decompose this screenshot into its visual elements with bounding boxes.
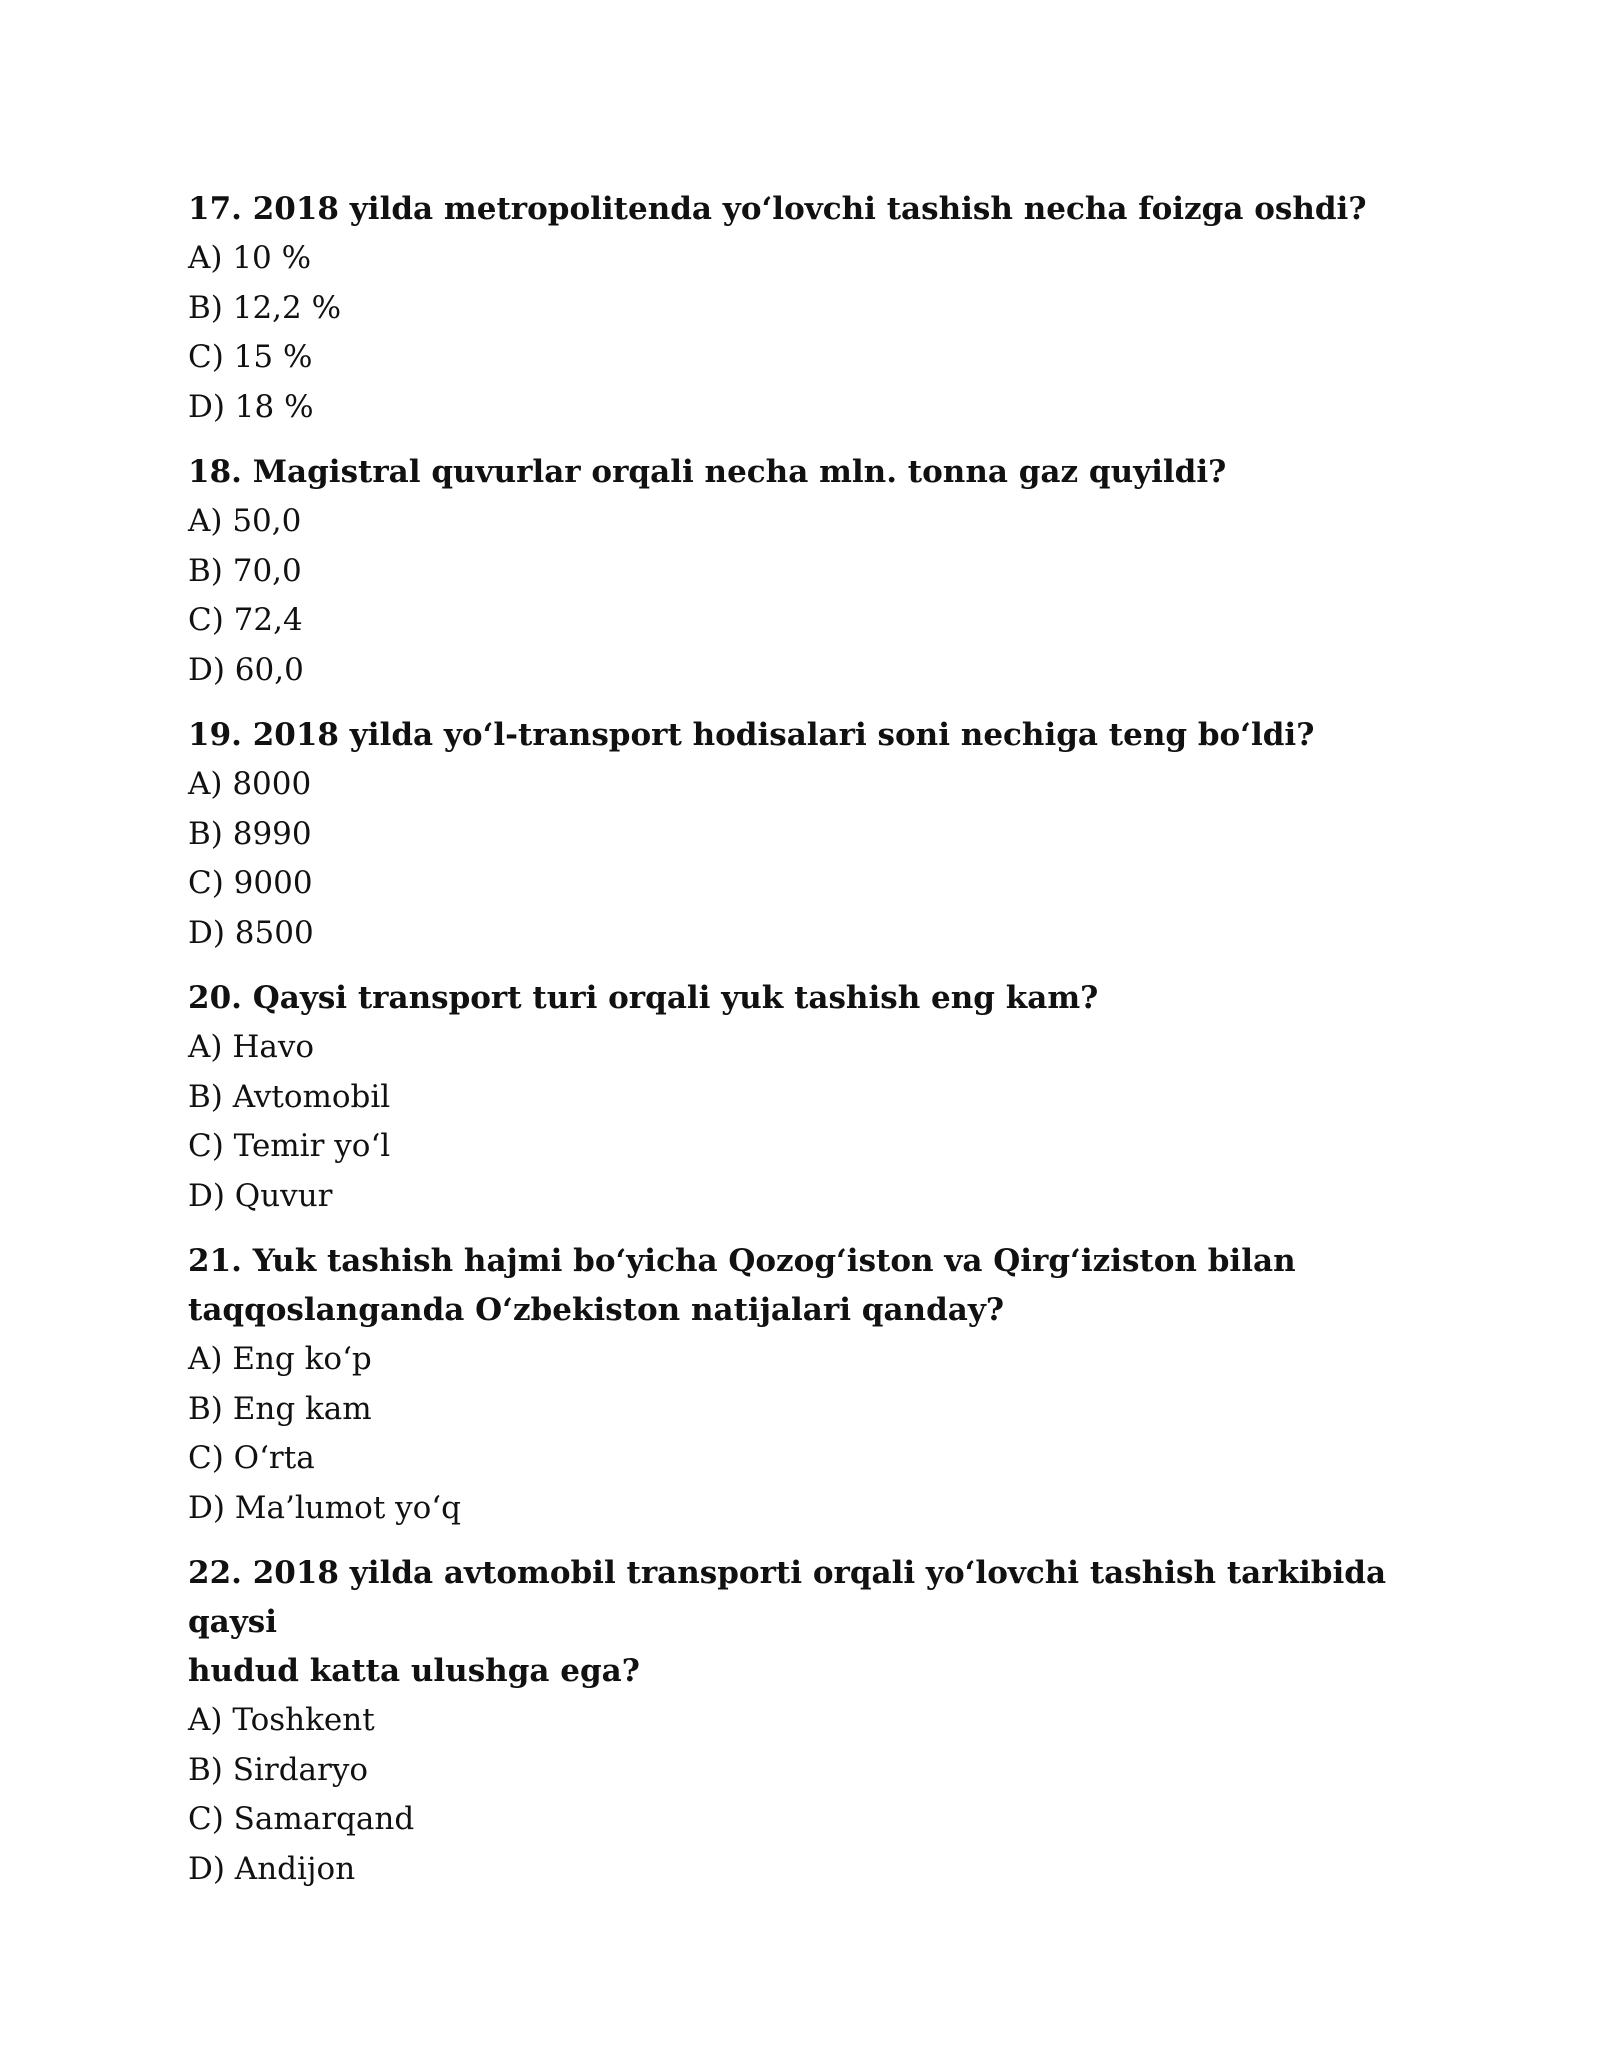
answer-option-c: C) Temir yo‘l [188,1128,391,1164]
question-20 [188,974,1428,1221]
question-title-line-2: hudud katta ulushga ega? [188,1653,640,1689]
question-title-line-1: 22. 2018 yilda avtomobil transporti orqali yo‘lovchi tashish tarkibida qaysi [188,1555,1387,1640]
question-22 [188,1549,1428,1894]
answer-option-d: D) Ma’lumot yo‘q [188,1489,462,1526]
answer-option-d: D) 60,0 [188,651,304,688]
answer-option-c: C) 9000 [188,865,313,901]
answer-option-b: B) 12,2 % [188,289,342,326]
question-title: 17. 2018 yilda metropolitenda yo‘lovchi tashish necha foizga oshdi? [188,191,1367,227]
answer-option-b: B) Eng kam [188,1390,372,1427]
question-21 [188,1237,1428,1533]
question-title: 19. 2018 yilda yo‘l-transport hodisalari soni nechiga teng bo‘ldi? [188,717,1315,753]
answer-option-b: B) Sirdaryo [188,1751,369,1788]
answer-option-a: A) 10 % [188,240,312,276]
answer-option-c: C) 72,4 [188,602,303,638]
question-17 [188,185,1428,432]
answer-option-b: B) 70,0 [188,552,302,589]
document-page [188,185,1428,1910]
answer-option-b: B) Avtomobil [188,1078,391,1115]
answer-option-c: C) 15 % [188,339,313,375]
answer-option-d: D) Andijon [188,1850,356,1887]
answer-option-d: D) 18 % [188,388,314,425]
answer-option-d: D) Quvur [188,1177,333,1214]
answer-option-a: A) Eng ko‘p [188,1341,372,1377]
question-title-line-2: taqqoslanganda O‘zbekiston natijalari qanday? [188,1292,1005,1328]
answer-option-c: C) Samarqand [188,1801,415,1837]
answer-option-a: A) Toshkent [188,1702,375,1738]
answer-option-c: C) O‘rta [188,1440,315,1476]
question-title: 20. Qaysi transport turi orqali yuk tashish eng kam? [188,980,1099,1016]
answer-option-a: A) 50,0 [188,503,302,539]
answer-option-a: A) Havo [188,1029,315,1065]
answer-option-d: D) 8500 [188,914,314,951]
question-title: 18. Magistral quvurlar orqali necha mln. tonna gaz quyildi? [188,454,1227,490]
question-18 [188,448,1428,695]
question-19 [188,711,1428,958]
answer-option-a: A) 8000 [188,766,312,802]
question-title-line-1: 21. Yuk tashish hajmi bo‘yicha Qozog‘iston va Qirg‘iziston bilan [188,1243,1296,1279]
answer-option-b: B) 8990 [188,815,312,852]
